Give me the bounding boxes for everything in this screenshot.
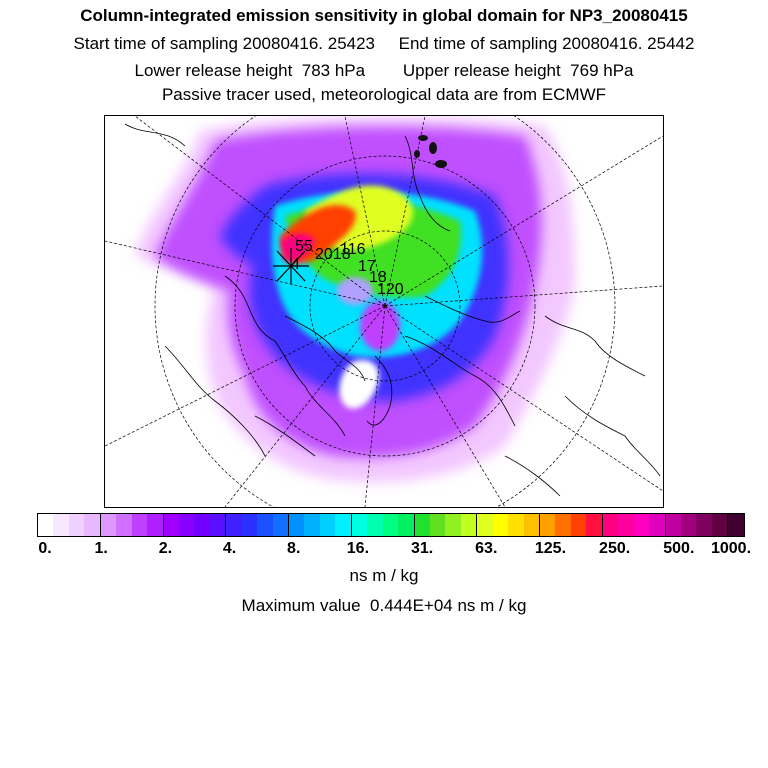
colorbar-segment	[540, 514, 555, 536]
colorbar-segment	[524, 514, 540, 536]
colorbar-segment	[147, 514, 163, 536]
colorbar-segment	[415, 514, 430, 536]
colorbar-segment	[164, 514, 179, 536]
colorbar-segment	[132, 514, 147, 536]
colorbar-segment	[84, 514, 100, 536]
colorbar-segment	[555, 514, 570, 536]
colorbar-segment	[69, 514, 84, 536]
colorbar-segment	[461, 514, 477, 536]
colorbar-segment	[493, 514, 508, 536]
colorbar-segment	[210, 514, 226, 536]
colorbar-segment	[179, 514, 194, 536]
colorbar-segment	[445, 514, 460, 536]
trajectory-label: 17	[358, 258, 376, 275]
colorbar-segment	[101, 514, 116, 536]
colorbar-segment	[586, 514, 602, 536]
colorbar-segment	[398, 514, 414, 536]
colorbar-segment	[53, 514, 68, 536]
trajectory-label: 18	[369, 269, 387, 286]
colorbar-tick-label: 4.	[222, 540, 237, 557]
release-height-line: Lower release height 783 hPa Upper release height 769 hPa	[134, 61, 634, 80]
colorbar-segment	[116, 514, 131, 536]
colorbar-segment	[603, 514, 618, 536]
map-plot	[105, 116, 663, 507]
trajectory-label: 2018	[315, 246, 351, 263]
sensitivity-field	[135, 117, 575, 482]
colorbar-segment	[320, 514, 335, 536]
colorbar-segment	[335, 514, 351, 536]
colorbar-segment	[352, 514, 367, 536]
colorbar-segment	[666, 514, 681, 536]
colorbar-segment	[383, 514, 398, 536]
colorbar-segment	[508, 514, 523, 536]
trajectory-label: 116	[340, 241, 366, 258]
colorbar-segment	[273, 514, 289, 536]
colorbar-segment	[304, 514, 319, 536]
plot-title: Column-integrated emission sensitivity in global domain for NP3_20080415	[80, 6, 688, 25]
colorbar-segment	[430, 514, 445, 536]
colorbar-segment	[289, 514, 304, 536]
map-panel	[104, 115, 664, 508]
colorbar-tick-label: 2.	[158, 540, 173, 557]
colorbar-tick-label: 8.	[287, 540, 301, 557]
trajectory-label: 120	[377, 281, 404, 298]
colorbar-segment	[242, 514, 257, 536]
colorbar-tick-label: 63.	[475, 540, 498, 557]
colorbar-segment	[618, 514, 633, 536]
colorbar-segment	[571, 514, 586, 536]
colorbar-units: ns m / kg	[349, 566, 419, 585]
colorbar-segment	[367, 514, 382, 536]
colorbar-segment	[38, 514, 53, 536]
colorbar-tick-label: 125.	[534, 540, 567, 557]
colorbar-segment	[194, 514, 209, 536]
colorbar-segment	[477, 514, 492, 536]
colorbar-segment	[696, 514, 711, 536]
trajectory-label: 55	[295, 238, 313, 255]
colorbar-tick-label: 1000.	[710, 540, 752, 557]
colorbar-tick-label: 0.	[38, 540, 52, 557]
colorbar-segment	[649, 514, 665, 536]
colorbar-segment	[681, 514, 696, 536]
colorbar-segment	[226, 514, 241, 536]
colorbar	[37, 513, 745, 537]
trajectory-label: 4	[291, 256, 300, 273]
colorbar-segment	[728, 514, 743, 536]
colorbar-tick-label: 500.	[663, 540, 695, 557]
tracer-info-line: Passive tracer used, meteorological data are from ECMWF	[161, 85, 607, 104]
sampling-time-line: Start time of sampling 20080416. 25423 End time of sampling 20080416. 25442	[73, 34, 695, 53]
colorbar-segment	[257, 514, 272, 536]
colorbar-tick-label: 250.	[599, 540, 631, 557]
colorbar-segment	[712, 514, 728, 536]
maximum-value: Maximum value 0.444E+04 ns m / kg	[241, 596, 527, 615]
colorbar-tick-label: 1.	[94, 540, 108, 557]
colorbar-tick-label: 16.	[346, 540, 370, 557]
colorbar-segment	[634, 514, 649, 536]
colorbar-tick-label: 31.	[410, 540, 434, 557]
